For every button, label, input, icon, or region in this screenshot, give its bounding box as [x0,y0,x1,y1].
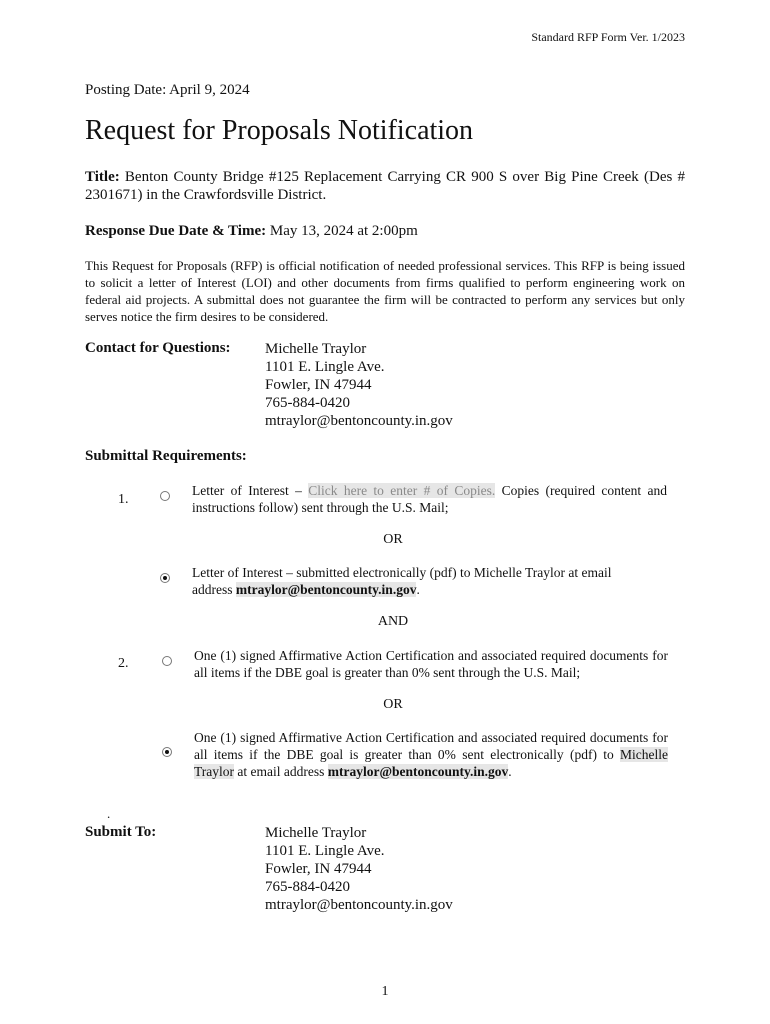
item-1a-suffix: Copies (required content and instructions follow) sent through the U.S. Mail; [192,483,667,515]
response-due-value: May 13, 2024 at 2:00pm [269,223,418,239]
or-separator-1: OR [383,532,403,547]
item-1b-radio[interactable] [160,573,170,583]
submittal-heading: Submittal Requirements: [85,448,247,464]
item-2-number: 2. [118,656,129,671]
item-2b-email: mtraylor@bentoncounty.in.gov [327,764,509,779]
item-2a-radio[interactable] [162,656,172,666]
copies-input[interactable]: Click here to enter # of Copies. [308,483,496,498]
submit-to-email: mtraylor@bentoncounty.in.gov [265,897,453,913]
item-1b-email: mtraylor@bentoncounty.in.gov [235,582,417,597]
submit-to-city: Fowler, IN 47944 [265,861,372,877]
submit-to-label: Submit To: [85,824,157,840]
contact-city: Fowler, IN 47944 [265,377,372,393]
item-2b-prefix: One (1) signed Affirmative Action Certification and associated required documents for all items if the DBE goal is greater than 0% sent electronically (pdf) to [194,730,668,762]
item-2b-name: Michelle Traylor [194,747,668,779]
item-1-number: 1. [118,492,129,507]
page-title: Request for Proposals Notification [85,115,474,146]
intro-paragraph: This Request for Proposals (RFP) is official notification of needed professional services. This RFP is being issued to solicit a letter of Interest (LOI) and other documents from firms qualified to perform engineering work on federal aid projects. A submittal does not guarantee the firm will be contracted to perform any services but only serves notice the firm desires to be considered. [85,258,685,324]
project-title-text: Benton County Bridge #125 Replacement Carrying CR 900 S over Big Pine Creek (Des # 2301671) in the Crawfordsville District. [85,169,686,203]
submit-to-name: Michelle Traylor [265,825,367,841]
item-2b-end: . [508,764,512,779]
item-2b-radio[interactable] [162,747,172,757]
contact-label: Contact for Questions: [85,340,231,356]
item-2a-text: One (1) signed Affirmative Action Certification and associated required documents for all items if the DBE goal is greater than 0% sent through the U.S. Mail; [194,648,668,680]
and-separator: AND [377,614,409,629]
submit-to-street: 1101 E. Lingle Ave. [265,843,385,859]
item-1b-end: . [416,582,420,597]
posting-date: Posting Date: April 9, 2024 [85,82,250,98]
item-1a-prefix: Letter of Interest – [192,483,302,498]
contact-name: Michelle Traylor [265,341,367,357]
contact-email: mtraylor@bentoncounty.in.gov [265,413,453,429]
project-title [85,168,685,204]
page-number: 1 [381,984,389,999]
item-1b-prefix: Letter of Interest – submitted electronically (pdf) to Michelle Traylor at email address [192,565,612,597]
contact-phone: 765-884-0420 [265,395,350,411]
project-title-label: Title: [85,169,120,185]
item-1a-text [192,482,667,516]
submit-to-address [265,824,453,914]
item-1b-text [192,564,642,598]
item-2b-text [194,729,668,780]
item-1a-radio[interactable] [160,491,170,501]
contact-street: 1101 E. Lingle Ave. [265,359,385,375]
stray-dot: . [107,806,111,821]
response-due-label: Response Due Date & Time: [85,223,267,239]
or-separator-2: OR [383,697,403,712]
form-version: Standard RFP Form Ver. 1/2023 [531,30,685,44]
contact-address [265,340,453,430]
submit-to-phone: 765-884-0420 [265,879,350,895]
response-due [85,222,685,240]
item-2b-mid: at email address [237,764,325,779]
